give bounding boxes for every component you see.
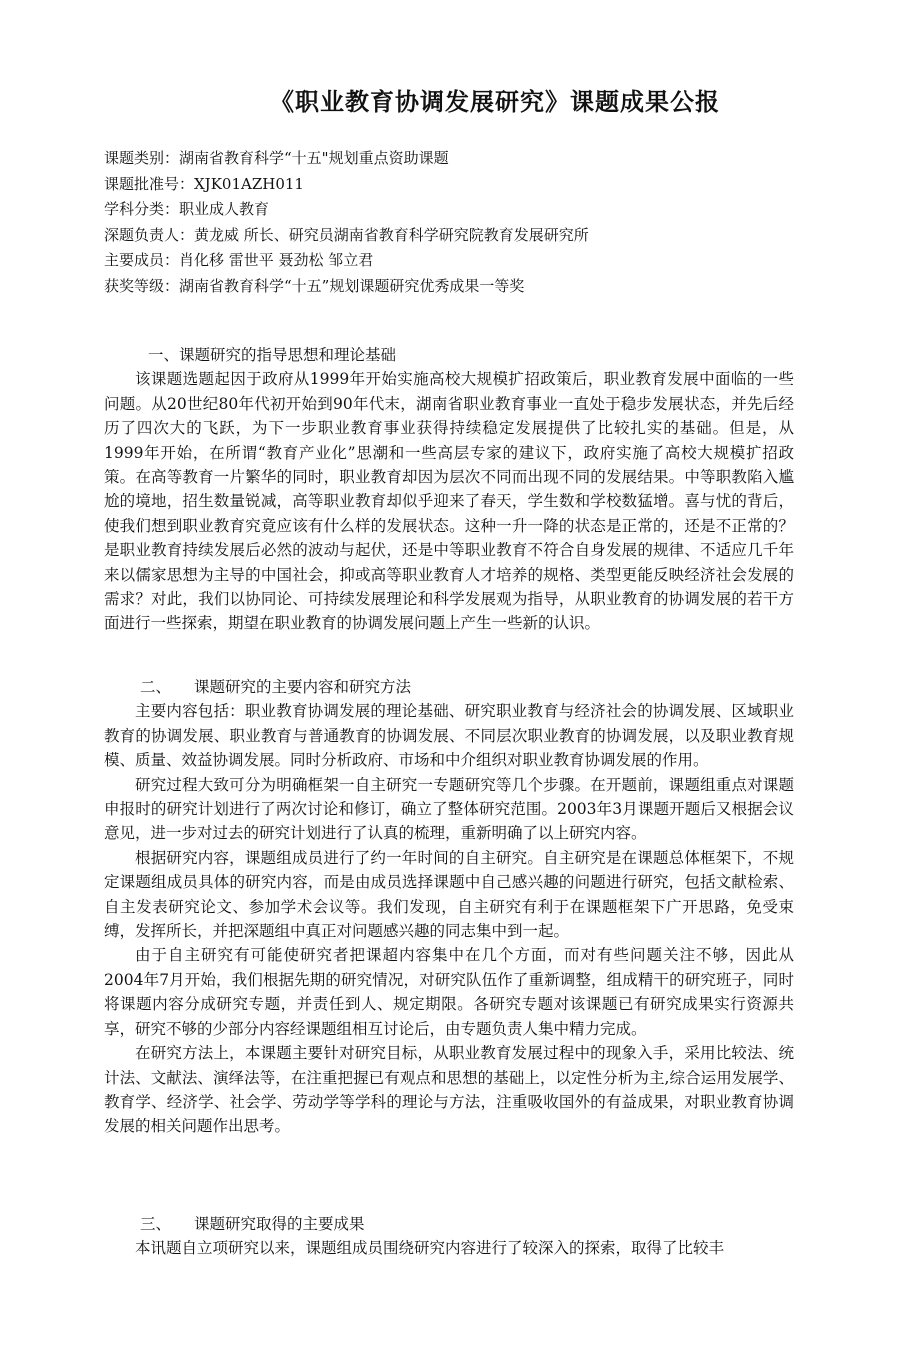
section-2 <box>104 675 794 1139</box>
paragraph: 本讯题自立项研究以来，课题组成员围绕研究内容进行了较深入的探索，取得了比较丰 <box>135 1239 725 1258</box>
approval-number: 课题批准号：XJK01AZH011 <box>104 174 304 193</box>
project-category: 课题类别：湖南省教育科学“十五"规划重点资助课题 <box>104 149 449 167</box>
main-members: 主要成员：肖化移 雷世平 聂劲松 邹立君 <box>104 251 374 269</box>
paragraph: 主要内容包括：职业教育协调发展的理论基础、研究职业教育与经济社会的协调发展、区域职业教育的协调发展、职业教育与普通教育的协调发展、不同层次职业教育的协调发展，以及职业教育规模、质量、效益协调发展。同时分析政府、市场和中介组织对职业教育协调发展的作用。 <box>104 702 794 770</box>
paragraph: 该课题选题起因于政府从1999年开始实施高校大规模扩招政策后，职业教育发展中面临的一些问题。从20世纪80年代初开始到90年代末，湖南省职业教育事业一直处于稳步发展状态，并先后经历了四次大的飞跃，为下一步职业教育事业获得持续稳定发展提供了比较扎实的基础。但是，从1999年开始，在所谓“教育产业化”思潮和一些高层专家的建议下，政府实施了高校大规模扩招政策。在高等教育一片繁华的同时，职业教育却因为层次不同而出现不同的发展结果。中等职教陷入尴尬的境地，招生数量锐减，高等职业教育却似乎迎来了春天，学生数和学校数猛增。喜与忧的背后，使我们想到职业教育究竟应该有什么样的发展状态。这种一升一降的状态是正常的，还是不正常的？是职业教育持续发展后必然的波动与起伏，还是中等职业教育不符合自身发展的规律、不适应几千年来以儒家思想为主导的中国社会，抑或高等职业教育人才培养的规格、类型更能反映经济社会发展的需求？对此，我们以协同论、可持续发展理论和科学发展观为指导，从职业教育的协调发展的若干方面进行一些探索，期望在职业教育的协调发展问题上产生一些新的认识。 <box>104 370 794 633</box>
paragraph: 由于自主研究有可能使研究者把课超内容集中在几个方面，而对有些问题关注不够，因此从2004年7月开始，我们根据先期的研究情况，对研究队伍作了重新调整，组成精干的研究班子，同时将课题内容分成研究专题，并责任到人、规定期限。各研究专题对该课题已有研究成果实行资源共享，研究不够的少部分内容经课题组相互讨论后，由专题负责人集中精力完成。 <box>104 946 794 1038</box>
subject-classification: 学科分类：职业成人教育 <box>104 200 270 218</box>
document-title: 《职业教育协调发展研究》课题成果公报 <box>270 88 720 116</box>
paragraph: 在研究方法上，本课题主要针对研究目标，从职业教育发展过程中的现象入手，采用比较法、统计法、文献法、演绎法等，在注重把握已有观点和思想的基础上，以定性分析为主,综合运用发展学、教育学、经济学、社会学、劳动学等学科的理论与方法，注重吸收国外的有益成果，对职业教育协调发展的相关问题作出思考。 <box>104 1044 794 1136</box>
project-info <box>104 146 589 299</box>
section-heading <box>104 675 794 699</box>
section-1 <box>104 343 794 636</box>
paragraph: 研究过程大致可分为明确框架一自主研究一专题研究等几个步骤。在开题前，课题组重点对课题申报时的研究计划进行了两次讨论和修订，确立了整体研究范围。2003年3月课题开题后又根据会议意见，进一步对过去的研究计划进行了认真的梳理，重新明确了以上研究内容。 <box>104 775 794 843</box>
section-heading: 一、课题研究的指导思想和理论基础 <box>148 346 397 364</box>
section-3 <box>104 1212 794 1261</box>
award-level: 获奖等级：湖南省教育科学“十五”规划课题研究优秀成果一等奖 <box>104 276 525 295</box>
section-heading <box>104 1212 794 1236</box>
paragraph: 根据研究内容，课题组成员进行了约一年时间的自主研究。自主研究是在课题总体框架下，不规定课题组成员具体的研究内容，而是由成员选择课题中自己感兴趣的问题进行研究，包括文献检索、自主发表研究论文、参加学术会议等。我们发现，自主研究有利于在课题框架下广开思路，免受束缚，发挥所长，并把深题组中真正对问题感兴趣的同志集中到一起。 <box>104 848 794 941</box>
section-number: 二、 <box>140 678 172 696</box>
section-heading-text: 课题研究的主要内容和研究方法 <box>194 678 412 696</box>
project-leader: 深题负责人：黄龙威 所长、研究员湖南省教育科学研究院教育发展研究所 <box>104 225 589 244</box>
section-number: 三、 <box>140 1215 172 1233</box>
section-heading-text: 课题研究取得的主要成果 <box>194 1215 365 1233</box>
